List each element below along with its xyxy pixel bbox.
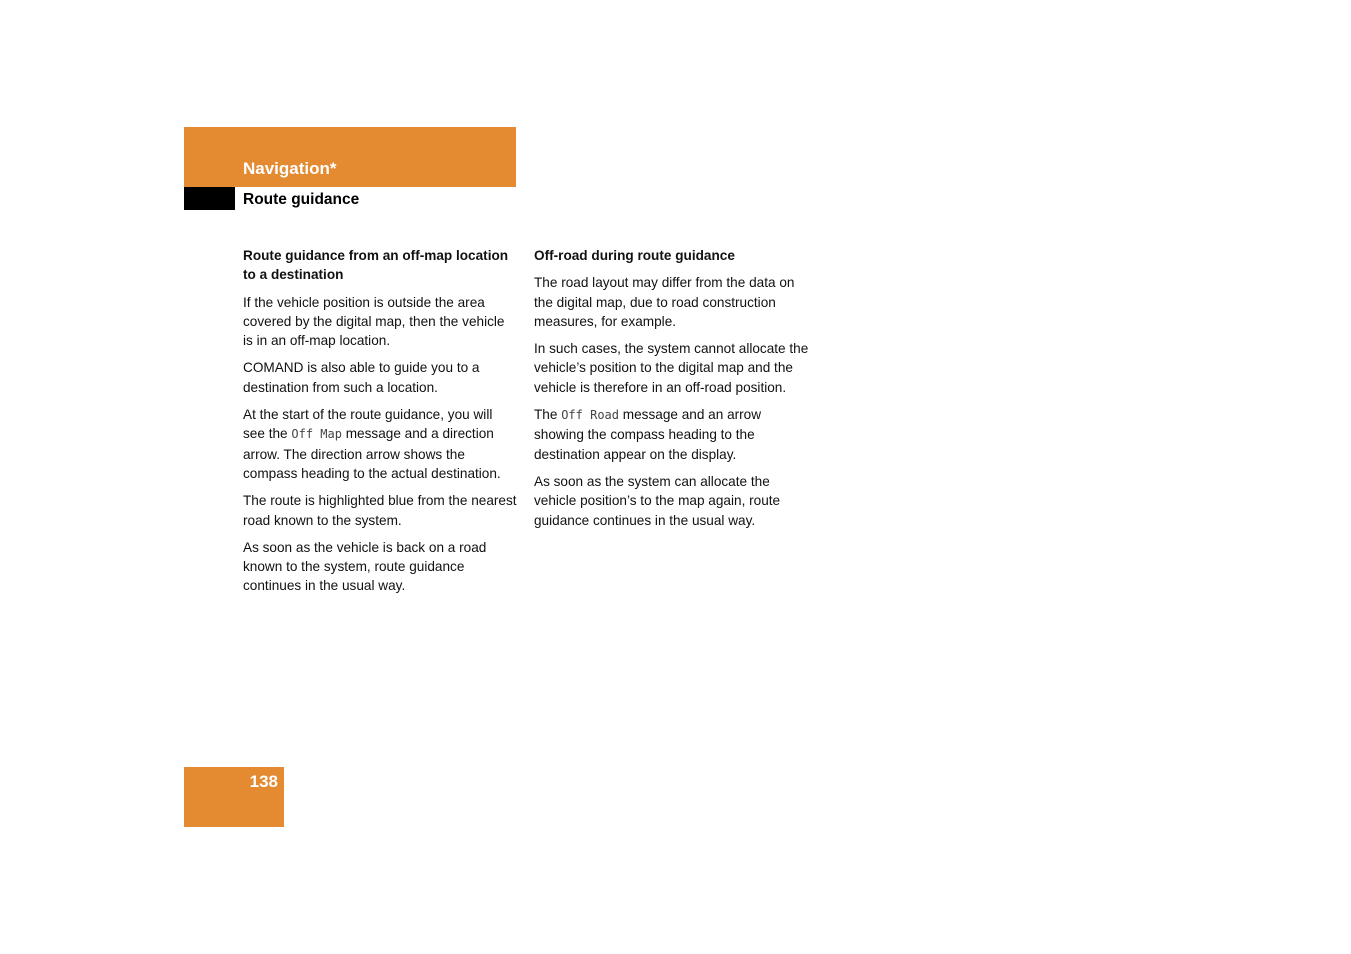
right-paragraph-3 [534,405,809,464]
left-heading: Route guidance from an off-map location to a destination [243,248,509,283]
subsection-title: Route guidance [243,191,360,208]
right-paragraph-2: In such cases, the system cannot allocate the vehicle’s position to the digital map and the vehicle is therefore in an off-road position. [534,341,809,395]
left-p3-text-before: At the start of the route guidance, you will see the [243,407,493,442]
right-p3-text-before: The [534,407,562,423]
off-road-message: Off Road [561,408,619,423]
left-column [243,246,518,604]
section-tab-marker [184,187,235,210]
right-paragraph-4: As soon as the system can allocate the vehicle position’s to the map again, route guidance continues in the usual way. [534,473,781,528]
right-paragraph-1: The road layout may differ from the data on the digital map, due to road construction measures, for example. [534,275,795,329]
left-paragraph-2: COMAND is also able to guide you to a destination from such a location. [243,360,480,395]
header-bar [184,127,516,187]
right-heading: Off-road during route guidance [534,248,735,263]
left-paragraph-4: The route is highlighted blue from the nearest road known to the system. [243,493,517,528]
left-paragraph-5: As soon as the vehicle is back on a road known to the system, route guidance continues in the usual way. [243,539,487,594]
right-column [534,246,809,538]
section-title: Navigation* [243,159,337,178]
left-paragraph-1: If the vehicle position is outside the area covered by the digital map, then the vehicle is in an off-map location. [243,294,505,349]
page-number: 138 [249,772,278,791]
left-p3-text-after: message and a direction arrow. The direction arrow shows the compass heading to the actual destination. [243,426,501,481]
left-paragraph-3 [243,405,518,483]
page-number-box [184,767,284,827]
right-p3-text-after: message and an arrow showing the compass heading to the destination appear on the display. [534,407,762,462]
off-map-message: Off Map [291,427,342,442]
